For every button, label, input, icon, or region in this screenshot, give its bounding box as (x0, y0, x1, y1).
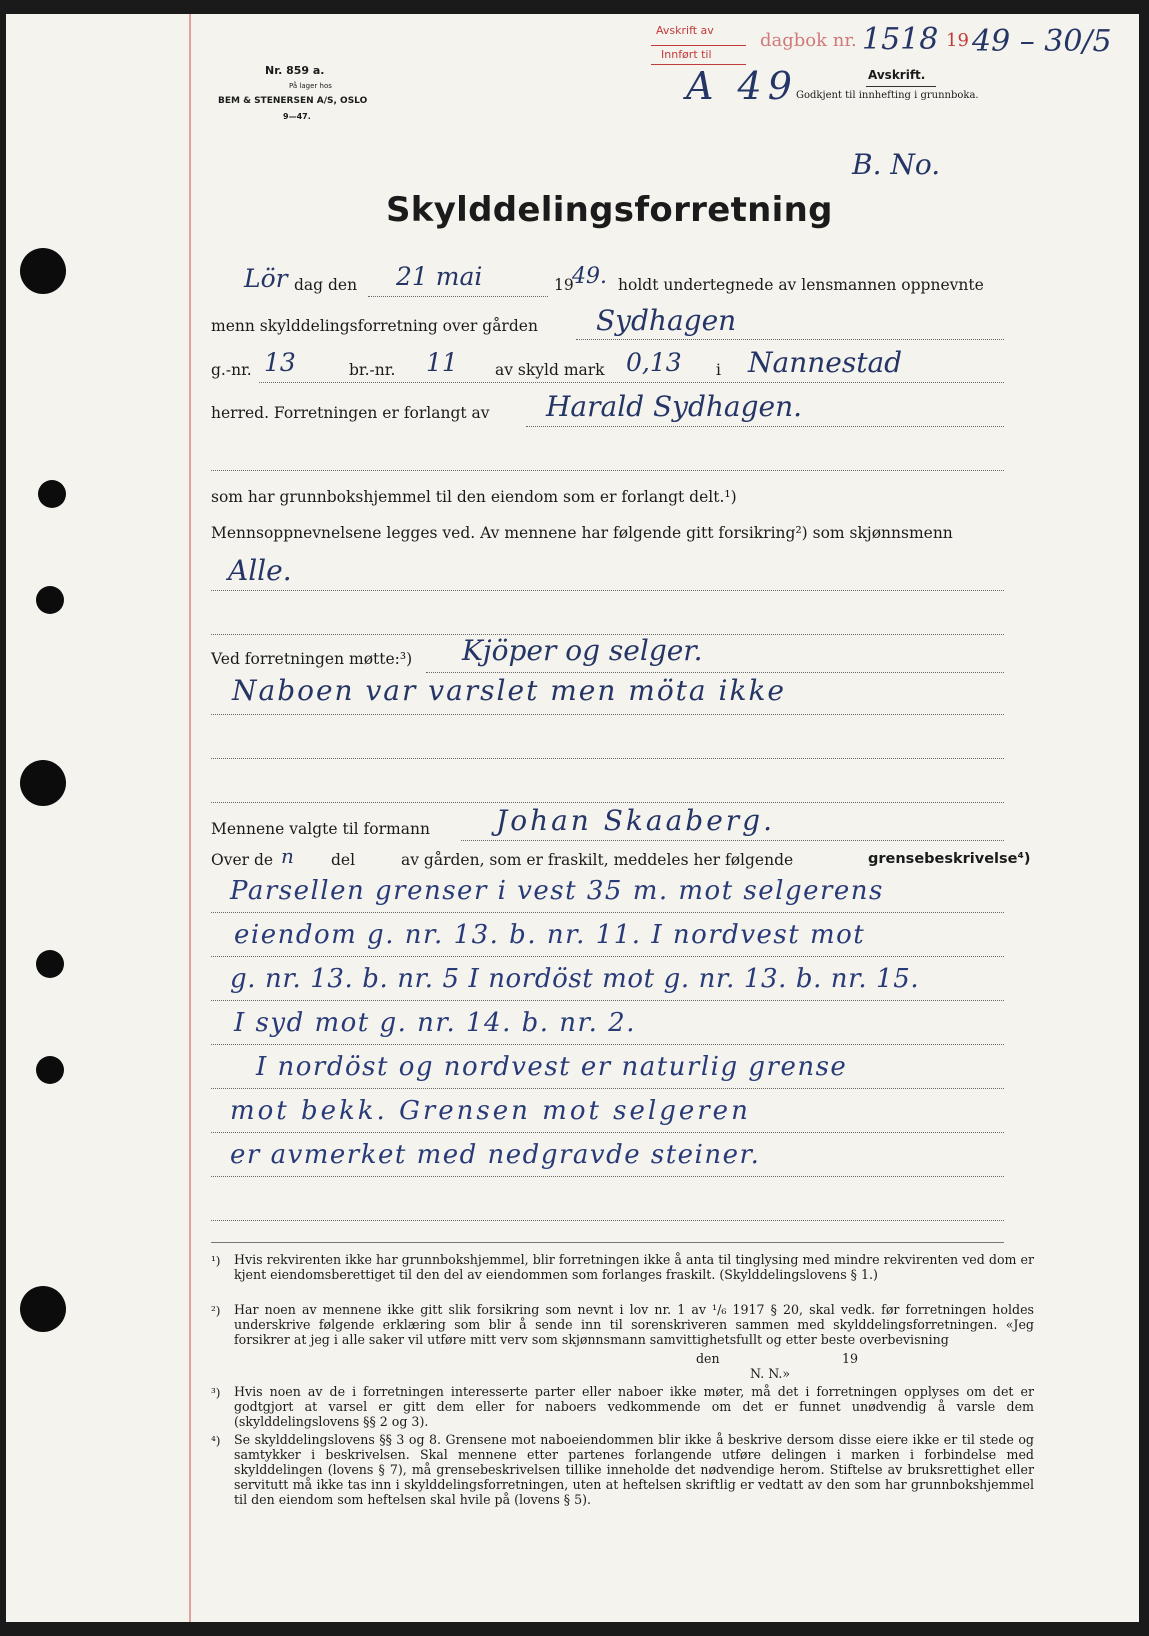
punch-hole-2 (38, 480, 66, 508)
avskrift-label: Avskrift. (868, 68, 926, 82)
desc-line-5: I nordöst og nordvest er naturlig grense (256, 1052, 848, 1082)
margin-line (189, 14, 191, 1622)
punch-hole-3 (36, 586, 64, 614)
blank-dots-3 (211, 758, 1004, 759)
line7-dots (211, 590, 1004, 591)
punch-hole-4 (20, 760, 66, 806)
line10-text: Mennene valgte til formann (211, 820, 430, 838)
line6-text: Mennsoppnevnelsene legges ved. Av mennene har følgende gitt forsikring²) som skjønnsmenn (211, 524, 953, 542)
line10-dots (461, 840, 1004, 841)
line11-text: av gården, som er fraskilt, meddeles her følgende (401, 851, 794, 869)
over-de-hw: n (281, 844, 294, 868)
over-de-text: Over de (211, 851, 274, 869)
i-label: i (716, 361, 721, 379)
desc-dots-1 (211, 912, 1004, 913)
year-prefix: 19 (554, 276, 574, 294)
blank-dots-1 (211, 470, 1004, 471)
bnr-hw: 11 (426, 348, 458, 377)
desc-line-4: I syd mot g. nr. 14. b. nr. 2. (234, 1008, 636, 1038)
stamp-rule-1 (651, 45, 746, 46)
year-printed: 19 (946, 30, 969, 51)
blank-dots-4 (211, 802, 1004, 803)
punch-hole-5 (36, 950, 64, 978)
page-title: Skylddelingsforretning (386, 190, 833, 230)
desc-dots-4 (211, 1044, 1004, 1045)
footnote-2-nn: N. N.» (750, 1366, 791, 1381)
dagbok-number: 1518 (862, 22, 939, 57)
footnote-2-den: den (696, 1351, 720, 1366)
line3-dots (259, 382, 1004, 383)
desc-dots-8 (211, 1220, 1004, 1221)
line8-text: Ved forretningen møtte:³) (211, 650, 413, 668)
footnote-2-mark: ²) (211, 1304, 221, 1318)
chairman-hw: Johan Skaaberg. (496, 804, 775, 837)
desc-dots-7 (211, 1176, 1004, 1177)
godkjent-text: Godkjent til innhefting i grunnboka. (796, 90, 979, 101)
footnote-1-text: Hvis rekvirenten ikke har grunnbokshjemmel, blir forretningen ikke å anta til tinglysing med mindre rekvirenten ved dom er kjent eiendomsberettiget til den del av eiendommen som forlanges fraskilt. (Skylddelingslovens § 1.) (234, 1252, 1034, 1282)
desc-dots-6 (211, 1132, 1004, 1133)
footnote-4-text: Se skylddelingslovens §§ 3 og 8. Grensene mot naboeiendommen blir ikke å beskrive dersom disse eiere ikke er til stede og samtykker i beskrivelsen. Skal mennene etter partenes forlangende utføre delingen i marken i forbindelse med skylddelingen (lovens § 7), må grensebeskrivelsen tillike inneholde det nødvendige herom. Stiftelse av bruksrettighet eller servitutt må ikke tas inn i skylddelingsforretningen, uten at heftelsen skriftlig er vedtatt av den som har grunnbokshjemmel til den eiendom som heftelsen skal hvile på (lovens § 5). (234, 1432, 1034, 1507)
avskrift-rule (866, 86, 936, 87)
farm-name-hw: Sydhagen (596, 304, 737, 337)
publisher: BEM & STENERSEN A/S, OSLO (218, 96, 368, 106)
folio-number: A 49 (686, 64, 798, 108)
del-text: del (331, 851, 356, 869)
stock-line: På lager hos (289, 82, 332, 90)
year-hw: 49. (572, 264, 607, 289)
gnr-hw: 13 (264, 348, 296, 377)
place-hw: Nannestad (748, 346, 903, 379)
footnote-rule (211, 1242, 1004, 1243)
grensebeskrivelse-label: grensebeskrivelse⁴) (868, 851, 1031, 867)
dagbok-label: dagbok nr. (760, 30, 857, 51)
line2-text: menn skylddelingsforretning over gården (211, 317, 538, 335)
line4-text: herred. Forretningen er forlangt av (211, 404, 490, 422)
skyld-hw: 0,13 (626, 348, 682, 377)
footnote-2-year: 19 (842, 1351, 859, 1366)
footnote-4-mark: ⁴) (211, 1434, 221, 1448)
initials: B. No. (852, 148, 941, 181)
gnr-label: g.-nr. (211, 361, 252, 379)
punch-hole-1 (20, 248, 66, 294)
edition: 9—47. (283, 112, 311, 121)
punch-hole-6 (36, 1056, 64, 1084)
desc-line-7: er avmerket med nedgravde steiner. (230, 1140, 761, 1170)
document-page (6, 14, 1139, 1622)
experts-hw: Alle. (228, 554, 292, 587)
footnote-3-mark: ³) (211, 1386, 221, 1400)
desc-line-3: g. nr. 13. b. nr. 5 I nordöst mot g. nr. 13. b. nr. 15. (230, 964, 920, 994)
date-hw: 21 mai (396, 262, 483, 291)
skyld-label: av skyld mark (495, 361, 605, 379)
line9-dots (211, 714, 1004, 715)
stamp-innfort-til: Innført til (661, 48, 712, 61)
attendance-hw: Kjöper og selger. (462, 634, 703, 667)
neighbour-hw: Naboen var varslet men möta ikke (232, 674, 786, 707)
desc-dots-3 (211, 1000, 1004, 1001)
line5-text: som har grunnbokshjemmel til den eiendom som er forlangt delt.¹) (211, 488, 737, 506)
line1-dots-a (368, 296, 548, 297)
form-number: Nr. 859 a. (265, 64, 325, 77)
line8-dots (426, 672, 1004, 673)
footnote-1-mark: ¹) (211, 1254, 221, 1268)
requester-hw: Harald Sydhagen. (546, 390, 803, 423)
year-handwritten: 49 – 30/5 (972, 24, 1112, 59)
dag-den-text: dag den (294, 276, 358, 294)
line1-tail: holdt undertegnede av lensmannen oppnevnte (618, 276, 984, 294)
line4-dots (526, 426, 1004, 427)
punch-hole-7 (20, 1286, 66, 1332)
desc-dots-2 (211, 956, 1004, 957)
weekday-hw: Lör (244, 264, 288, 293)
desc-line-1: Parsellen grenser i vest 35 m. mot selgerens (230, 876, 884, 906)
desc-line-6: mot bekk. Grensen mot selgeren (230, 1096, 751, 1126)
desc-line-2: eiendom g. nr. 13. b. nr. 11. I nordvest mot (234, 920, 866, 950)
desc-dots-5 (211, 1088, 1004, 1089)
bnr-label: br.-nr. (349, 361, 396, 379)
line2-dots (576, 339, 1004, 340)
stamp-avskrift-av: Avskrift av (656, 24, 714, 37)
footnote-2-text: Har noen av mennene ikke gitt slik forsikring som nevnt i lov nr. 1 av ¹/₆ 1917 § 20, skal vedk. før forretningen holdes underskrive følgende erklæring som blir å sende inn til sorenskriveren sammen med skylddelingsforretningen. «Jeg forsikrer at jeg i alle saker vil utføre mitt verv som skjønnsmann samvittighetsfullt og etter beste overbevisning (234, 1302, 1034, 1347)
footnote-3-text: Hvis noen av de i forretningen interesserte parter eller naboer ikke møter, må det i forretningen opplyses om det er godtgjort at varsel er gitt dem eller for naboers vedkommende om det er funnet unødvendig å varsle dem (skylddelingslovens §§ 2 og 3). (234, 1384, 1034, 1429)
